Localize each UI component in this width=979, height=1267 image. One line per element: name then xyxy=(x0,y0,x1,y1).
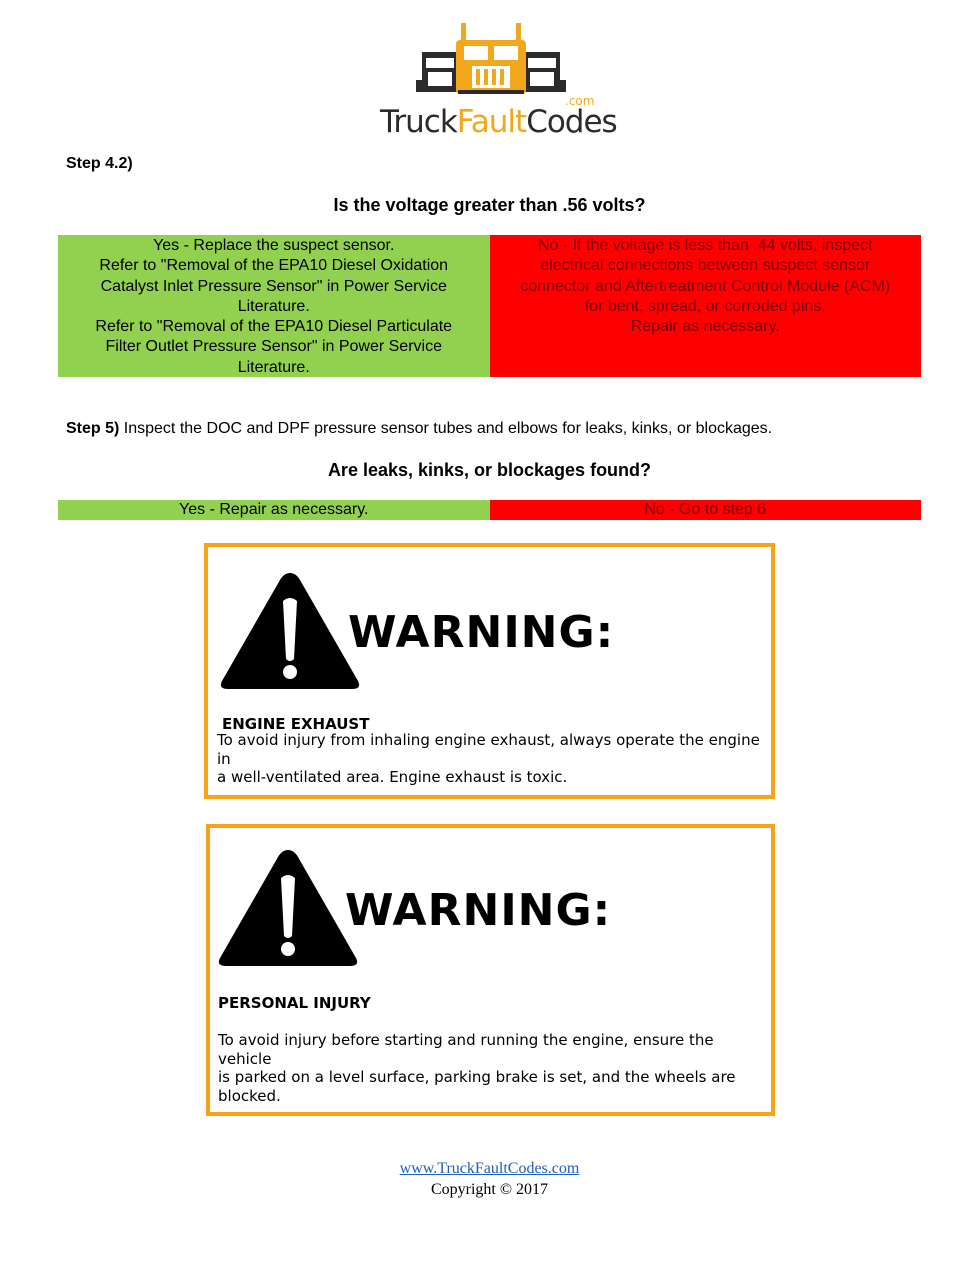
warning-title: WARNING: xyxy=(345,885,612,936)
yes-line: Catalyst Inlet Pressure Sensor" in Power Service xyxy=(100,277,447,295)
answer-table-leaks xyxy=(58,500,921,520)
no-line: for bent, spread, or corroded pins. xyxy=(584,297,826,315)
warning-heading: ENGINE EXHAUST xyxy=(222,715,370,733)
warning-triangle-icon xyxy=(214,844,362,972)
warning-body-line: To avoid injury before starting and running the engine, ensure the vehicle xyxy=(218,1031,714,1068)
warning-personal-injury xyxy=(206,824,775,1116)
footer-website-link[interactable]: www.TruckFaultCodes.com xyxy=(399,1160,580,1177)
question-leaks: Are leaks, kinks, or blockages found? xyxy=(327,460,652,480)
logo-word-truck: Truck xyxy=(380,104,457,140)
yes-line: Literature. xyxy=(237,358,310,376)
answer-no-voltage xyxy=(490,235,922,377)
logo-com-suffix: .com xyxy=(565,94,595,108)
answer-no-leaks: No - Go to step 6 xyxy=(490,500,922,520)
no-line: No - If the voltage is less than .44 volts, inspect xyxy=(538,237,873,254)
yes-line: Literature. xyxy=(237,297,310,315)
warning-body-line: is parked on a level surface, parking brake is set, and the wheels are xyxy=(218,1068,736,1086)
yes-line: Refer to "Removal of the EPA10 Diesel Oxidation xyxy=(99,257,449,275)
warning-body-line: To avoid injury from inhaling engine exhaust, always operate the engine in xyxy=(217,731,760,768)
step-5-text: Inspect the DOC and DPF pressure sensor tubes and elbows for leaks, kinks, or blockages. xyxy=(119,420,773,437)
warning-body-line: a well-ventilated area. Engine exhaust is toxic. xyxy=(217,768,568,786)
step-5-instruction xyxy=(66,420,772,438)
logo-word-fault: Fault xyxy=(456,104,527,140)
warning-body xyxy=(218,1031,771,1105)
yes-line: Yes - Replace the suspect sensor. xyxy=(153,237,395,254)
answer-table-voltage xyxy=(58,235,921,377)
step-5-label: Step 5) xyxy=(66,420,120,437)
yes-line: Filter Outlet Pressure Sensor" in Power Service xyxy=(105,338,442,356)
logo-wordmark xyxy=(380,104,617,140)
answer-yes-voltage xyxy=(58,235,490,377)
no-line: connector and Aftertreatment Control Module (ACM) xyxy=(520,277,891,295)
warning-heading: PERSONAL INJURY xyxy=(218,994,371,1012)
yes-line: Refer to "Removal of the EPA10 Diesel Particulate xyxy=(95,318,453,336)
warning-engine-exhaust xyxy=(204,543,775,799)
warning-body xyxy=(217,731,771,787)
no-line: electrical connections between suspect sensor xyxy=(540,257,871,275)
warning-title: WARNING: xyxy=(348,607,615,658)
warning-triangle-icon xyxy=(216,567,364,695)
step-4-2-label: Step 4.2) xyxy=(66,155,133,172)
answer-yes-leaks: Yes - Repair as necessary. xyxy=(58,500,490,520)
footer-copyright: Copyright © 2017 xyxy=(430,1181,549,1198)
warning-body-line: blocked. xyxy=(218,1086,281,1105)
truck-logo-icon xyxy=(380,20,602,104)
no-line: Repair as necessary. xyxy=(630,318,780,336)
logo-word-codes: Codes xyxy=(526,104,617,140)
truckfaultcodes-logo xyxy=(380,20,617,140)
question-voltage: Is the voltage greater than .56 volts? xyxy=(333,195,646,215)
